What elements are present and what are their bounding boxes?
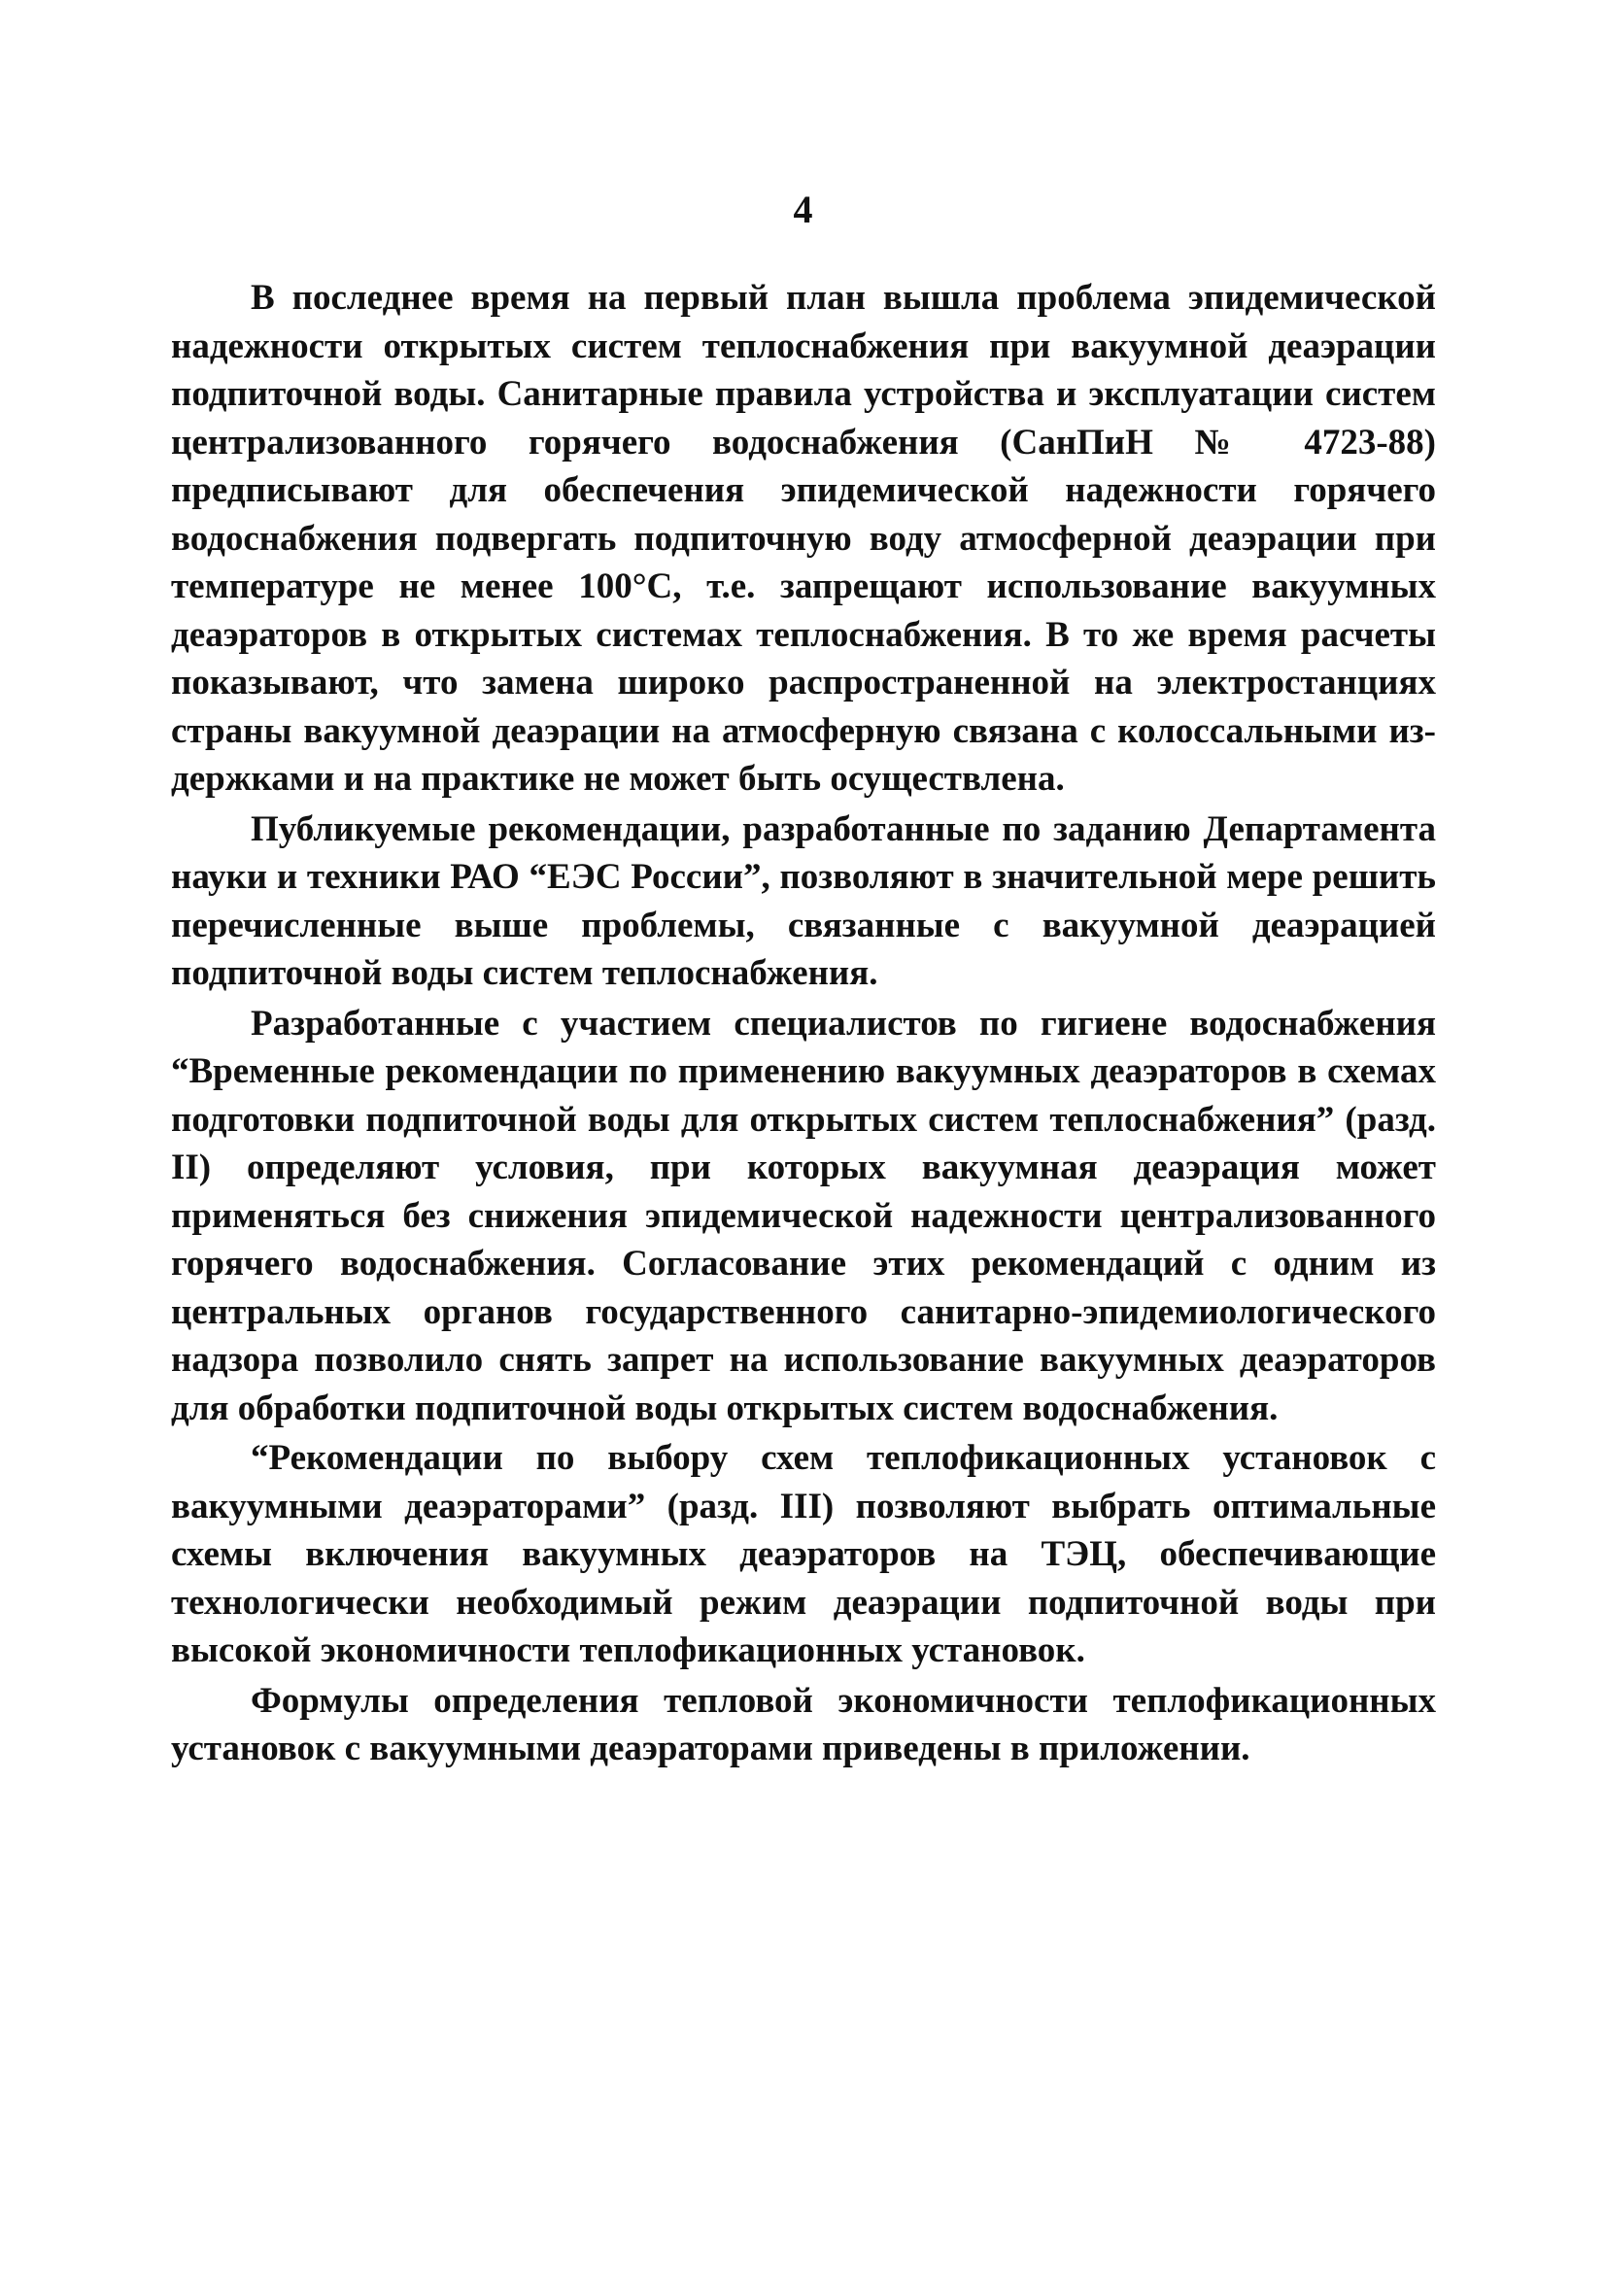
paragraph-formulas-appendix: Формулы определения тепловой экономичности теплофикационных установок с вакуумными деаэраторами приведены в приложении. bbox=[171, 1680, 1436, 1768]
paragraph-intro-problem: В последнее время на первый план вышла проблема эпидемической надежности открытых систем теплоснабжения при вакуумной деаэрации подпиточной воды. Санитарные правила устройства и эксплуатации систем централизованного горячего водоснабжения (СанПиН № 4723-88) предписывают для обеспечения эпидемической надежности горячего водоснабжения подвергать подпиточную воду атмосферной деаэрации при температуре не менее 100°С, т.е. запрещают использование вакуумных деаэраторов в открытых системах теплоснабжения. В то же время расчеты показывают, что замена широко распространенной на электростанциях страны вакуумной деаэрации на атмосферную связана с колоссальными издержками и на практике не может быть осуществлена. bbox=[171, 278, 1436, 799]
body-text bbox=[171, 274, 1436, 1773]
paragraph-scheme-selection: “Рекомендации по выбору схем теплофикационных установок с вакуумными деаэраторами” (разд. III) позволяют выбрать оптимальные схемы включения вакуумных деаэраторов на ТЭЦ, обеспечивающие технологически необходимый режим деаэрации подпиточной воды при высокой экономичности теплофикационных установок. bbox=[171, 1438, 1436, 1670]
paragraph-temporary-recommendations: Разработанные с участием специалистов по гигиене водоснабжения “Временные рекомендации по применению вакуумных деаэраторов в схемах подготовки подпиточной воды для открытых систем теплоснабжения” (разд. II) определяют условия, при которых вакуумная деаэрация может применяться без снижения эпидемической надежности централизованного горячего водоснабжения. Согласование этих рекомендаций с одним из центральных органов государственного санитарно-эпидемиологического надзора позволило снять запрет на использование вакуумных деаэраторов для обработки подпиточной воды открытых систем водоснабжения. bbox=[171, 1003, 1436, 1428]
paragraph-published-recommendations: Публикуемые рекомендации, разработанные по заданию Департамента науки и техники РАО “ЕЭС России”, позволяют в значительной мере решить перечисленные выше проблемы, связанные с вакуумной деаэрацией подпиточной воды систем теплоснабжения. bbox=[171, 808, 1436, 993]
page-number: 4 bbox=[793, 188, 813, 231]
